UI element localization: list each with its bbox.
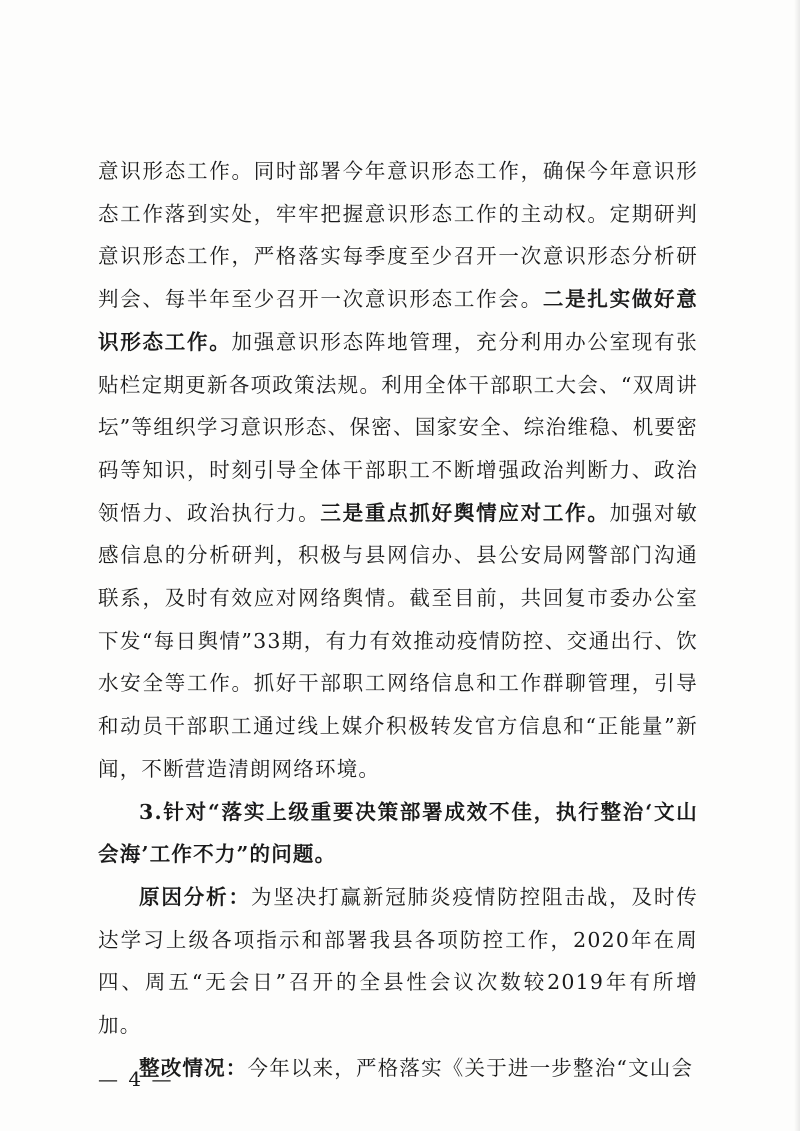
page-edge-shadow <box>794 0 800 1131</box>
rectification-text: 今年以来，严格落实《关于进一步整治“文山会 <box>247 1055 694 1080</box>
bold-point-two: 二是扎实做好意识形态工作。 <box>98 287 698 354</box>
cause-analysis-text: 为坚决打赢新冠肺炎疫情防控阻击战，及时传达学习上级各项指示和部署我县各项防控工作，2020年在周四、周五“无会日”召开的全县性会议次数较2019年有所增加。 <box>98 884 698 1038</box>
cause-analysis-paragraph <box>98 876 698 1047</box>
page-number: — 4 — <box>98 1067 174 1091</box>
paragraph-text: 加强对敏感信息的分析研判，积极与县网信办、县公安局网警部门沟通联系，及时有效应对网络舆情。截至目前，共回复市委办公室下发“每日舆情”33期，有力有效推动疫情防控、交通出行、饮水安全等工作。抓好干部职工网络信息和工作群聊管理，引导和动员干部职工通过线上媒介积极转发官方信息和“正能量”新闻，不断营造清朗网络环境。 <box>98 500 698 781</box>
rectification-paragraph <box>98 1047 698 1090</box>
paragraph-text: 意识形态工作。同时部署今年意识形态工作，确保今年意识形态工作落到实处，牢牢把握意识形态工作的主动权。定期研判意识形态工作，严格落实每季度至少召开一次意识形态分析研判会、每半年至少召开一次意识形态工作会。 <box>98 159 698 312</box>
paragraph-ideology-work <box>98 150 698 791</box>
bold-point-three: 三是重点抓好舆情应对工作。 <box>320 500 610 525</box>
cause-analysis-label: 原因分析： <box>139 884 251 909</box>
paragraph-text: 加强意识形态阵地管理，充分利用办公室现有张贴栏定期更新各项政策法规。利用全体干部职工大会、“双周讲坛”等组织学习意识形态、保密、国家安全、综治维稳、机要密码等知识，时刻引导全体干部职工不断增强政治判断力、政治领悟力、政治执行力。 <box>98 329 698 525</box>
document-body <box>98 150 698 1089</box>
section-heading-3: 3.针对“落实上级重要决策部署成效不佳，执行整治‘文山会海’工作不力”的问题。 <box>98 799 698 867</box>
rectification-label: 整改情况： <box>139 1055 248 1080</box>
